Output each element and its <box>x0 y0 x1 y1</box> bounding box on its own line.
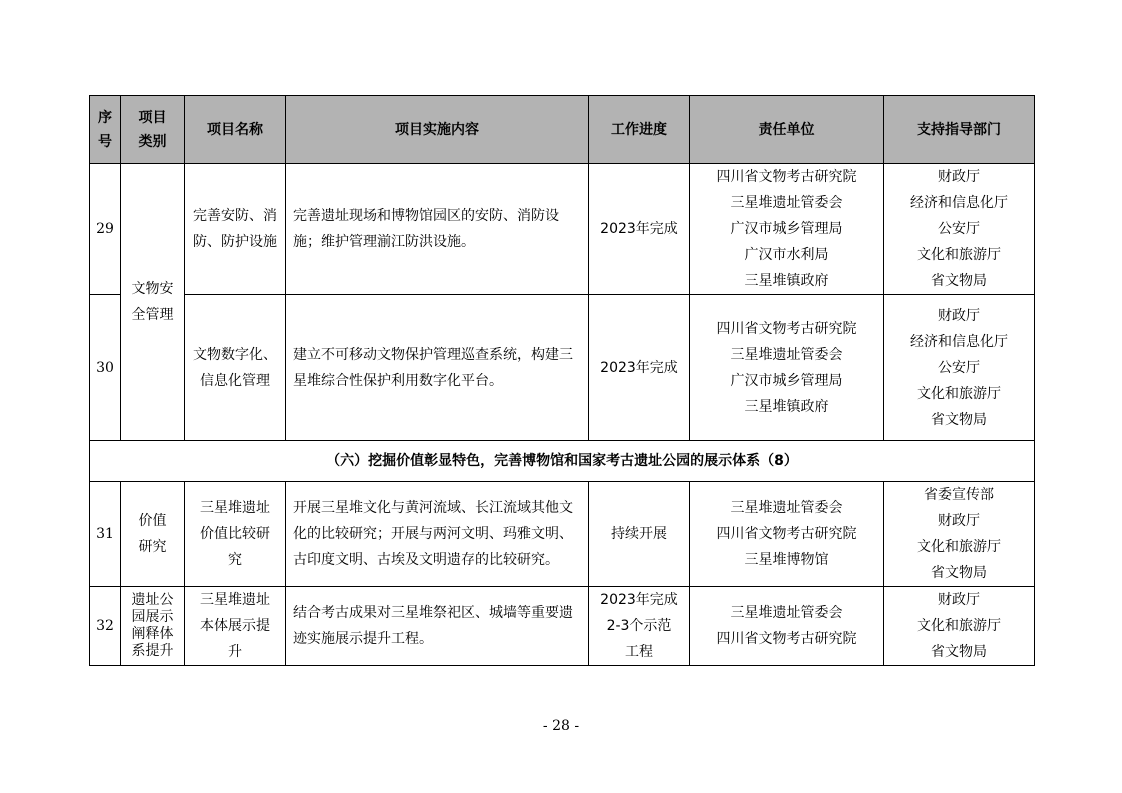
row-seq: 30 <box>90 295 121 441</box>
support-dept: 财政厅 <box>938 513 980 529</box>
support-dept: 省文物局 <box>931 273 987 289</box>
row-name <box>185 587 286 666</box>
support-dept: 文化和旅游厅 <box>917 385 1001 402</box>
row-content: 结合考古成果对三星堆祭祀区、城墙等重要遗迹实施展示提升工程。 <box>286 587 589 666</box>
responsible-unit: 三星堆镇政府 <box>744 398 829 415</box>
support-dept: 财政厅 <box>938 592 980 608</box>
support-dept: 文化和旅游厅 <box>917 247 1001 263</box>
name-line: 本体展示提 <box>200 618 270 634</box>
category-line: 阐释体 <box>131 626 174 642</box>
name-line: 究 <box>228 552 242 568</box>
row-name <box>185 482 286 587</box>
row-content: 完善遗址现场和博物馆园区的安防、消防设施；维护管理湔江防洪设施。 <box>286 164 589 295</box>
header-row <box>90 96 1035 164</box>
name-line: 文物数字化、 <box>193 346 277 363</box>
responsible-unit: 三星堆遗址管委会 <box>730 346 843 363</box>
table-row <box>90 587 1035 666</box>
support-dept: 省文物局 <box>931 411 987 428</box>
category-cell: 文物安 全管理 <box>121 164 185 441</box>
category-line: 园展示 <box>131 609 174 625</box>
table-row <box>90 295 1035 441</box>
responsible-unit: 广汉市水利局 <box>744 247 829 263</box>
header-progress: 工作进度 <box>589 96 690 164</box>
responsible-unit: 广汉市城乡管理局 <box>730 221 843 237</box>
category-line: 价值 <box>138 513 167 529</box>
responsible-unit: 三星堆遗址管委会 <box>730 500 843 516</box>
row-support <box>884 164 1035 295</box>
support-dept: 省委宣传部 <box>924 487 994 503</box>
row-content: 建立不可移动文物保护管理巡查系统，构建三星堆综合性保护利用数字化平台。 <box>286 295 589 441</box>
responsible-unit: 三星堆遗址管委会 <box>730 605 843 621</box>
name-line: 三星堆遗址 <box>200 500 270 516</box>
responsible-unit: 广汉市城乡管理局 <box>730 372 843 389</box>
header-content: 项目实施内容 <box>286 96 589 164</box>
row-responsible <box>690 295 884 441</box>
name-line: 信息化管理 <box>200 372 270 389</box>
header-responsible: 责任单位 <box>690 96 884 164</box>
header-seq: 序 号 <box>90 96 121 164</box>
support-dept: 公安厅 <box>938 221 980 237</box>
responsible-unit: 三星堆遗址管委会 <box>730 195 843 211</box>
row-progress: 持续开展 <box>589 482 690 587</box>
name-line: 完善安防、消 <box>193 208 277 224</box>
row-support <box>884 587 1035 666</box>
row-name <box>185 164 286 295</box>
responsible-unit: 四川省文物考古研究院 <box>716 169 857 185</box>
progress-line: 工程 <box>625 644 653 660</box>
table-row <box>90 164 1035 295</box>
row-support <box>884 295 1035 441</box>
support-dept: 经济和信息化厅 <box>910 333 1008 350</box>
section-title: （六）挖掘价值彰显特色，完善博物馆和国家考古遗址公园的展示体系（8） <box>90 441 1035 482</box>
header-category: 项目 类别 <box>121 96 185 164</box>
support-dept: 省文物局 <box>931 644 987 660</box>
row-progress <box>589 587 690 666</box>
project-table <box>89 95 1035 666</box>
category-line: 研究 <box>138 539 167 555</box>
header-name: 项目名称 <box>185 96 286 164</box>
name-line: 三星堆遗址 <box>200 592 270 608</box>
header-support: 支持指导部门 <box>884 96 1035 164</box>
support-dept: 省文物局 <box>931 565 987 581</box>
responsible-unit: 四川省文物考古研究院 <box>716 631 857 647</box>
progress-line: 2023年完成 <box>600 592 678 608</box>
row-responsible <box>690 587 884 666</box>
page-number: - 28 - <box>542 718 580 734</box>
responsible-unit: 四川省文物考古研究院 <box>716 320 857 337</box>
row-category <box>121 587 185 666</box>
name-line: 升 <box>228 644 242 660</box>
row-responsible <box>690 482 884 587</box>
support-dept: 公安厅 <box>938 359 980 376</box>
section-row <box>90 441 1035 482</box>
name-line: 价值比较研 <box>200 526 270 542</box>
table-row <box>90 482 1035 587</box>
responsible-unit: 三星堆镇政府 <box>744 273 829 289</box>
responsible-unit: 四川省文物考古研究院 <box>716 526 857 542</box>
row-category <box>121 482 185 587</box>
row-responsible <box>690 164 884 295</box>
support-dept: 经济和信息化厅 <box>910 195 1008 211</box>
support-dept: 财政厅 <box>938 169 980 185</box>
support-dept: 文化和旅游厅 <box>917 618 1001 634</box>
category-line: 系提升 <box>131 643 174 659</box>
row-seq: 32 <box>90 587 121 666</box>
support-dept: 文化和旅游厅 <box>917 539 1001 555</box>
row-content: 开展三星堆文化与黄河流域、长江流域其他文化的比较研究；开展与两河文明、玛雅文明、古印度文明、古埃及文明遗存的比较研究。 <box>286 482 589 587</box>
support-dept: 财政厅 <box>938 307 980 324</box>
row-progress: 2023年完成 <box>589 295 690 441</box>
category-line: 遗址公 <box>131 592 174 608</box>
row-name <box>185 295 286 441</box>
row-seq: 31 <box>90 482 121 587</box>
responsible-unit: 三星堆博物馆 <box>744 552 829 568</box>
row-progress: 2023年完成 <box>589 164 690 295</box>
name-line: 防、防护设施 <box>193 234 277 250</box>
row-seq: 29 <box>90 164 121 295</box>
progress-line: 2-3个示范 <box>606 618 672 634</box>
row-support <box>884 482 1035 587</box>
